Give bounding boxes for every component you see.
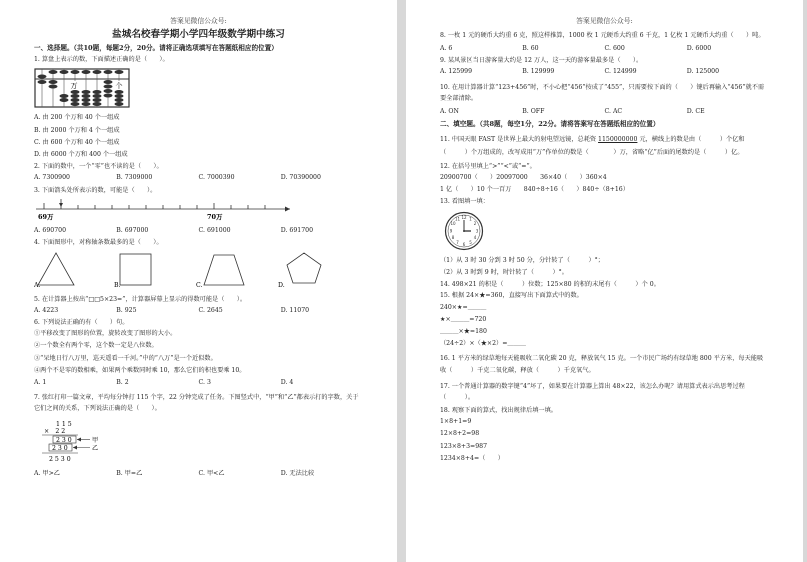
q6-statement-1: ①平移改变了图形的位置，旋转改变了图形的大小。 (34, 330, 177, 338)
calc-row-1: 1 1 5 (56, 420, 72, 428)
q5-option-c: C. 2645 (198, 306, 223, 314)
question-12: 12. 在括号里填上“>”“<”或“=”。 (440, 162, 536, 170)
number-line-figure (34, 199, 363, 223)
q7-option-c: C. 甲<乙 (198, 469, 225, 477)
question-16: 16. 1 平方米的绿草地每天能吸收二氧化碳 20 克，释放氧气 15 克。一个市民广场约有绿草地 800 平方米，每天能吸收（ ）千克二氧化碳，释放（ ）千克氧气。 (440, 355, 764, 374)
q5-option-b: B. 925 (116, 306, 137, 314)
q6-options (34, 380, 363, 386)
q9-options (440, 69, 769, 75)
q1-option-c: C. 由 600 个万和 40 个一组成 (34, 138, 120, 146)
calc-label-yi: 乙 (92, 444, 99, 452)
clock-icon (440, 211, 488, 251)
q9-option-d: D. 125000 (686, 68, 720, 76)
question-13: 13. 看图填一填： (440, 198, 489, 206)
q6-option-c: C. 3 (198, 379, 211, 387)
q13-part-2: （2）从 3 时到 9 时，时针转了（ ）°。 (440, 268, 568, 276)
question-8: 8. 一枚 1 元的硬币大约重 6 克，照这样推算，1000 枚 1 元硬币大约重 6 千克，1 亿枚 1 元硬币大约重（ ）吨。 (440, 31, 765, 39)
shapes-figure (34, 251, 363, 291)
svg-text:12: 12 (461, 214, 467, 220)
q5-options (34, 308, 363, 314)
vertical-multiplication (34, 420, 124, 464)
q6-option-b: B. 2 (116, 379, 129, 387)
q1-option-a: A. 由 200 个万和 40 个一组成 (34, 114, 120, 122)
svg-text:1: 1 (469, 216, 472, 222)
q4-option-d: D. (278, 282, 285, 290)
arrow-left-icon (73, 445, 77, 449)
q2-options (34, 175, 363, 181)
q8-option-a: A. 6 (440, 44, 453, 52)
q10-option-c: C. AC (604, 107, 623, 115)
page-title: 盐城名校春学期小学四年级数学期中练习 (112, 28, 285, 40)
question-17: 17. 一个普通计算器的数字键“4”坏了，如果要在计算器上算出 48×22，该怎么办呢？请用算式表示出思考过程（ ）。 (440, 382, 745, 401)
number-line-label-left: 69万 (38, 212, 54, 221)
q8-option-b: B. 60 (522, 44, 539, 52)
svg-text:4: 4 (473, 234, 477, 240)
shapes-row (34, 251, 334, 289)
q6-statement-3: ③“呆地日行八万里，巡天遥看一千河。”中的“八万”是一个近似数。 (34, 354, 217, 362)
abacus-figure (34, 68, 363, 110)
square-shape (120, 254, 151, 285)
q11-text-start: 11. 中国天眼 FAST 是世界上最大的射电望远镜，总耗资 (440, 135, 599, 143)
trapezoid-shape (204, 255, 244, 285)
q4-option-c: C. (196, 282, 203, 290)
arrow-left-icon (77, 437, 81, 441)
q7-option-d: D. 无法比较 (280, 469, 315, 477)
q7-option-b: B. 甲=乙 (116, 469, 143, 477)
question-4: 4. 下面图形中，对称轴条数最多的是（ ）。 (34, 239, 163, 247)
q18-row-1: 1×8+1=9 (440, 418, 472, 426)
question-9: 9. 某风景区当日游客量大约是 12 万人，这一天的游客量最多是（ ）。 (440, 57, 643, 65)
calc-row-3: 2 3 0 (56, 436, 72, 444)
q18-row-4: 1234×8+4=（ ） (440, 454, 504, 462)
q9-option-b: B. 129999 (522, 68, 555, 76)
q5-option-d: D. 11070 (280, 306, 310, 314)
q15-row-1: 240×★=＿＿＿ (440, 303, 487, 311)
question-2: 2. 下面的数中，一个“零”也不读的是（ ）。 (34, 163, 163, 171)
q7-option-a: A. 甲>乙 (34, 469, 60, 477)
q1-option-b: B. 由 2000 个万和 4 个一组成 (34, 126, 120, 134)
number-line (34, 199, 294, 221)
q2-option-b: B. 7309000 (116, 174, 153, 182)
question-10: 10. 在用计算器计算“123+456”时，不小心把“456”按成了“455”，只需要按下面的（ ）键后再输入“456”就不需要全部清除。 (440, 83, 765, 102)
q6-statement-2: ②一个数全有两个零，这个数一定是八位数。 (34, 342, 158, 350)
exam-page-1 (0, 0, 397, 562)
section-heading-fill-in: 二、填空题。（共8题，每空1分，22分。请将答案写在答题纸相应的位置） (440, 120, 660, 129)
q9-option-c: C. 124999 (604, 68, 637, 76)
q6-statement-4: ④两个不是零的数相乘，如果两个乘数同时乘 10，那么它们的积也要乘 10。 (34, 366, 246, 374)
q10-option-d: D. CE (686, 107, 705, 115)
svg-text:11: 11 (454, 216, 461, 222)
q13-part-1: （1）从 3 时 30 分到 3 时 50 分，分针转了（ ）°； (440, 256, 604, 264)
page-header: 答案见微信公众号: (576, 17, 633, 25)
question-1: 1. 算盘上表示的数，下面描述正确的是（ ）。 (34, 55, 169, 63)
q3-option-d: D. 691700 (280, 227, 314, 235)
q12-row-1: 20900700（ ）20097000 36×40（ ）360×4 (440, 173, 607, 181)
number-line-label-right: 70万 (207, 212, 223, 221)
section-heading-choice: 一、选择题。（共10题，每题2分，20分。请将正确选项填写在答题纸相应的位置） (34, 44, 278, 53)
svg-text:7: 7 (456, 239, 459, 245)
q8-options (440, 46, 769, 52)
q11-text-end: 元，横线上的数是由（ ）个亿和（ ）个万组成的，改写成用“万”作单位的数是（ ）万，省略“亿”后面的尾数约是（ ）亿。 (440, 135, 745, 156)
q2-option-a: A. 7300900 (34, 174, 70, 182)
abacus-diagram (34, 68, 130, 108)
svg-text:2: 2 (473, 220, 477, 226)
abacus-label-wan: 万 (70, 82, 78, 91)
q2-option-d: D. 70390000 (280, 174, 321, 182)
exam-page-2 (406, 0, 803, 562)
q3-option-b: B. 697000 (116, 227, 149, 235)
number-line-arrow-icon (59, 203, 63, 207)
calc-row-4: 2 3 0 (52, 444, 68, 452)
svg-text:8: 8 (451, 234, 455, 240)
triangle-shape (38, 253, 74, 285)
question-18: 18. 观察下面的算式，找出规律后填一填。 (440, 406, 557, 414)
q3-options (34, 228, 363, 234)
q10-options (440, 109, 769, 115)
q8-option-d: D. 6000 (686, 44, 712, 52)
question-5: 5. 在计算器上按出“□□5×23=”，计算器屏幕上显示的得数可能是（ ）。 (34, 295, 247, 303)
q6-option-d: D. 4 (280, 379, 294, 387)
question-6: 6. 下列说法正确的有（ ）句。 (34, 319, 129, 327)
q10-option-b: B. OFF (522, 107, 545, 115)
q3-option-a: A. 690700 (34, 227, 67, 235)
q9-option-a: A. 125999 (440, 68, 473, 76)
svg-text:10: 10 (450, 220, 456, 226)
q8-option-c: C. 600 (604, 44, 625, 52)
calc-label-jia: 甲 (92, 436, 99, 444)
q2-option-c: C. 7000390 (198, 174, 235, 182)
svg-text:3: 3 (475, 228, 479, 234)
page-header: 答案见微信公众号: (170, 17, 227, 25)
q10-option-a: A. ON (440, 107, 459, 115)
q18-row-3: 123×8+3=987 (440, 442, 488, 450)
q7-options (34, 471, 363, 477)
question-11 (440, 133, 769, 159)
q15-row-4: （24÷2）×（★×2）=＿＿＿ (440, 340, 526, 348)
q4-option-a: A. (34, 282, 41, 290)
question-14: 14. 498×21 的积是（ ）位数；125×80 的积的末尾有（ ）个 0。 (440, 281, 660, 289)
vertical-multiplication-figure (34, 420, 363, 466)
q11-underlined-number: 1150000000 (598, 135, 638, 143)
calc-row-5: 2 5 3 0 (49, 455, 71, 463)
q6-option-a: A. 1 (34, 379, 47, 387)
q15-row-2: ★×＿＿＿=720 (440, 315, 487, 323)
calc-row-2: × 2 2 (44, 427, 66, 435)
abacus-label-ge: 个 (115, 82, 123, 91)
clock-figure (440, 211, 769, 253)
q4-option-b: B. (114, 282, 121, 290)
q3-option-c: C. 691000 (198, 227, 231, 235)
question-7: 7. 张红打印一篇文章，平均每分钟打 115 个字，22 分钟完成了任务。下图竖式中，“甲”和“乙”都表示打的字数，关于它们之间的关系，下列说法正确的是（ ）。 (34, 394, 359, 413)
question-15: 15. 根据 24×★=360，直接写出下面算式中的数。 (440, 292, 583, 300)
q12-row-2: 1 亿（ ）10 个一百万 840÷8÷16（ ）840÷（8+16） (440, 186, 629, 194)
q1-option-d: D. 由 6000 个万和 400 个一组成 (34, 151, 128, 158)
q5-option-a: A. 4223 (34, 306, 59, 314)
svg-text:9: 9 (449, 228, 453, 234)
svg-text:5: 5 (469, 239, 472, 245)
q15-row-3: ＿＿＿×★=180 (440, 327, 487, 335)
pentagon-shape (287, 253, 321, 283)
svg-text:6: 6 (462, 241, 466, 247)
q18-row-2: 12×8+2=98 (440, 430, 480, 438)
question-3: 3. 下面箭头处所表示的数，可能是（ ）。 (34, 186, 157, 194)
